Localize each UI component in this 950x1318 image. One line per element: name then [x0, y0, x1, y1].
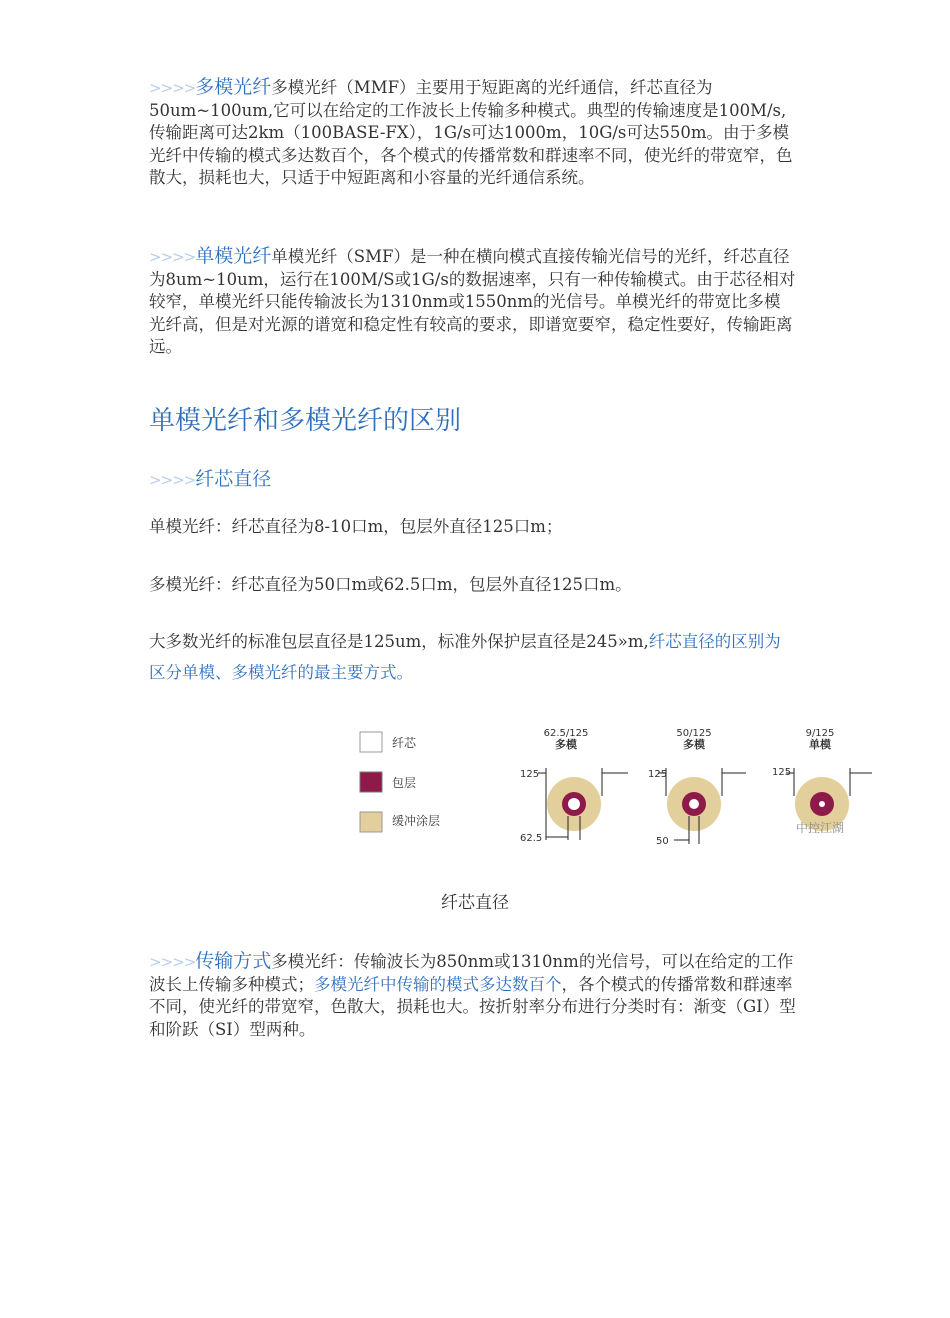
fiber-1-spec: 62.5/125 — [543, 728, 589, 739]
paragraph-transmission — [149, 950, 797, 1041]
legend-core-swatch — [360, 732, 382, 752]
keyword-multimode: 多模光纤 — [195, 76, 272, 98]
legend-cladding-label: 包层 — [392, 776, 417, 790]
singlemode-spec-line: 单模光纤：纤芯直径为8-10口m，包层外直径125口m； — [149, 517, 563, 536]
core-diameter-figure — [350, 716, 890, 856]
figure-caption: 纤芯直径 — [441, 893, 509, 913]
fiber-2-type: 多模 — [683, 738, 705, 751]
chevron-marker: >>>> — [149, 471, 196, 489]
paragraph-text: 大多数光纤的标准包层直径是125um，标准外保护层直径是245»m, — [149, 632, 649, 651]
fiber-3-outer-label: 125 — [772, 767, 792, 778]
paragraph-multimode — [149, 76, 797, 190]
fiber-1-outer-label: 125 — [520, 769, 540, 780]
legend-cladding-swatch — [360, 772, 382, 792]
paragraph-cladding — [149, 626, 797, 688]
keyword-singlemode: 单模光纤 — [195, 245, 272, 267]
paragraph-singlemode — [149, 245, 797, 359]
paragraph-text: 单模光纤（SMF）是一种在横向模式直接传输光信号的光纤，纤芯直径为8um~10um，运行在100M/S或1G/s的数据速率，只有一种传输模式。由于芯径相对较窄，单模光纤只能传输波长为1310nm或1550nm的光信号。单模光纤的带宽比多模光纤高，但是对光源的谱宽和稳定性有较高的要求，即谱宽要窄，稳定性要好，传输距离远。 — [149, 247, 796, 356]
highlight-text: 纤芯直径的区别为区分单模、多模光纤的最主要方式。 — [149, 632, 781, 682]
keyword-transmission: 传输方式 — [195, 950, 272, 972]
chevron-marker: >>>> — [149, 79, 196, 97]
chevron-marker: >>>> — [149, 248, 196, 266]
fiber-3-core — [819, 801, 825, 807]
subheading-core-diameter — [149, 464, 271, 491]
section-heading: 单模光纤和多模光纤的区别 — [149, 406, 462, 436]
fiber-2-core — [689, 799, 699, 809]
fiber-3-spec: 9/125 — [805, 728, 835, 739]
fiber-2-spec: 50/125 — [676, 728, 712, 739]
fiber-1-core — [568, 798, 580, 810]
subheading-text: 纤芯直径 — [195, 468, 272, 490]
chevron-marker: >>>> — [149, 953, 196, 971]
fiber-3-type: 单模 — [809, 738, 831, 751]
highlight-text: 多模光纤中传输的模式多达数百个 — [314, 974, 562, 994]
fiber-2-outer-label: 125 — [648, 769, 668, 780]
fiber-1-type: 多模 — [555, 738, 577, 751]
legend-core-label: 纤芯 — [392, 736, 417, 750]
legend-buffer-label: 缓冲涂层 — [392, 814, 441, 828]
watermark-text: 中控江湖 — [796, 821, 845, 835]
multimode-spec-line: 多模光纤：纤芯直径为50口m或62.5口m，包层外直径125口m。 — [149, 575, 632, 594]
paragraph-text: 多模光纤（MMF）主要用于短距离的光纤通信，纤芯直径为50um~100um,它可以在给定的工作波长上传输多种模式。典型的传输速度是100M/s,传输距离可达2km（100BASE-FX），1G/s可达1000m，10G/s可达550m。由于多模光纤中传输的模式多达数百个，各个模式的传播常数和群速率不同，使光纤的带宽窄，色散大，损耗也大，只适于中短距离和小容量的光纤通信系统。 — [149, 78, 793, 187]
fiber-1-core-label: 62.5 — [520, 833, 543, 844]
paragraph-text-cont: ，各个模式的传播常数和群速率不同，使光纤的带宽窄，色散大，损耗也大。按折射率分布进行分类时有：渐变（GI）型和阶跃（SI）型两种。 — [149, 974, 796, 1039]
fiber-2-core-label: 50 — [656, 836, 669, 847]
legend-buffer-swatch — [360, 812, 382, 832]
paragraph-text: 多模光纤：传输波长为850nm或1310nm的光信号，可以在给定的工作波长上传输多种模式； — [149, 952, 794, 994]
